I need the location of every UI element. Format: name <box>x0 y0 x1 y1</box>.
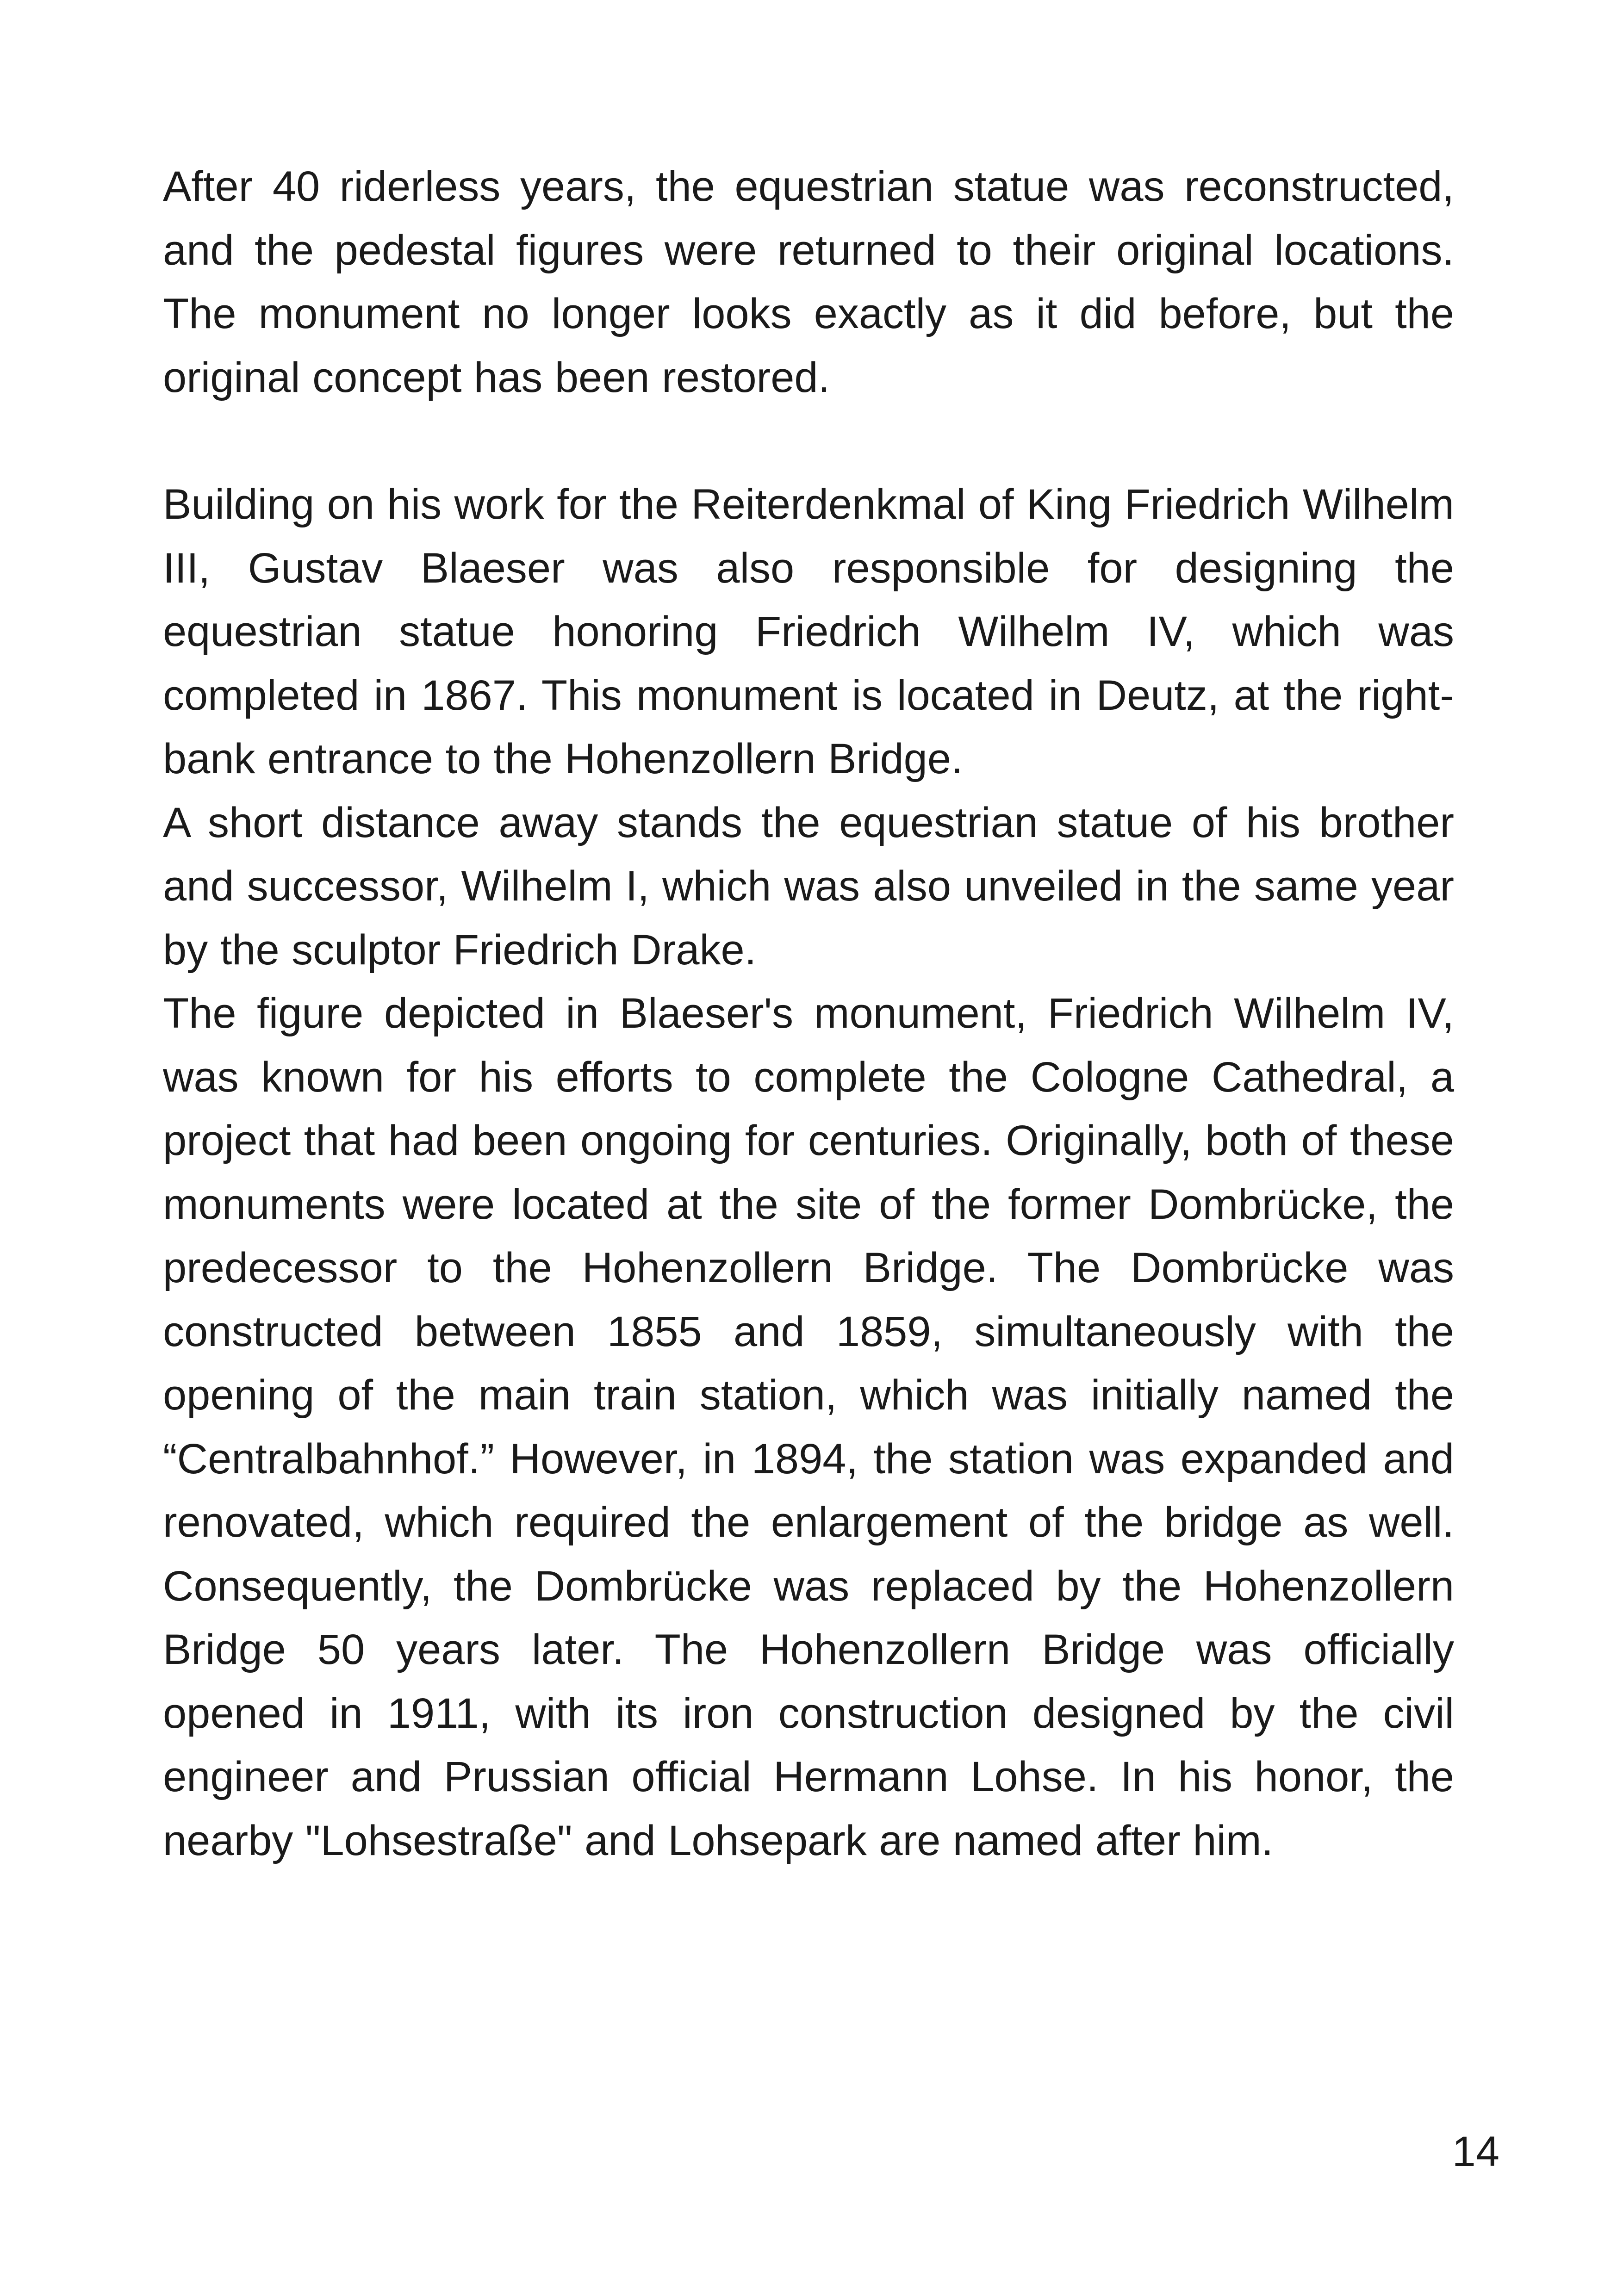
page-number: 14 <box>1452 2128 1499 2175</box>
paragraph-wilhelm-i-statue: A short distance away stands the equestrian statue of his brother and successor, Wilhelm I, which was also unveiled in the same year by the sculptor Friedrich Drake. <box>163 799 1454 974</box>
paragraph-reconstruction: After 40 riderless years, the equestrian statue was reconstructed, and the pedestal figures were returned to their original locations. The monument no longer looks exactly as it did before, but the original concept has been restored. <box>163 163 1454 401</box>
body-text <box>163 155 1454 1873</box>
paragraph-blaeser-statue: Building on his work for the Reiterdenkmal of King Friedrich Wilhelm III, Gustav Blaeser was also responsible for designing the equestrian statue honoring Friedrich Wilhelm IV, which was completed in 1867. This monument is located in Deutz, at the right-bank entrance to the Hohenzollern Bridge. <box>163 481 1454 782</box>
paragraph-hohenzollern-bridge: The figure depicted in Blaeser's monument, Friedrich Wilhelm IV, was known for his efforts to complete the Cologne Cathedral, a project that had been ongoing for centuries. Originally, both of these monuments were located at the site of the former Dombrücke, the predecessor to the Hohenzollern Bridge. The Dombrücke was constructed between 1855 and 1859, simultaneously with the opening of the main train station, which was initially named the “Centralbahnhof.” However, in 1894, the station was expanded and renovated, which required the enlargement of the bridge as well. Consequently, the Dombrücke was replaced by the Hohenzollern Bridge 50 years later. The Hohenzollern Bridge was officially opened in 1911, with its iron construction designed by the civil engineer and Prussian official Hermann Lohse. In his honor, the nearby "Lohsestraße" and Lohsepark are named after him. <box>163 990 1454 1864</box>
